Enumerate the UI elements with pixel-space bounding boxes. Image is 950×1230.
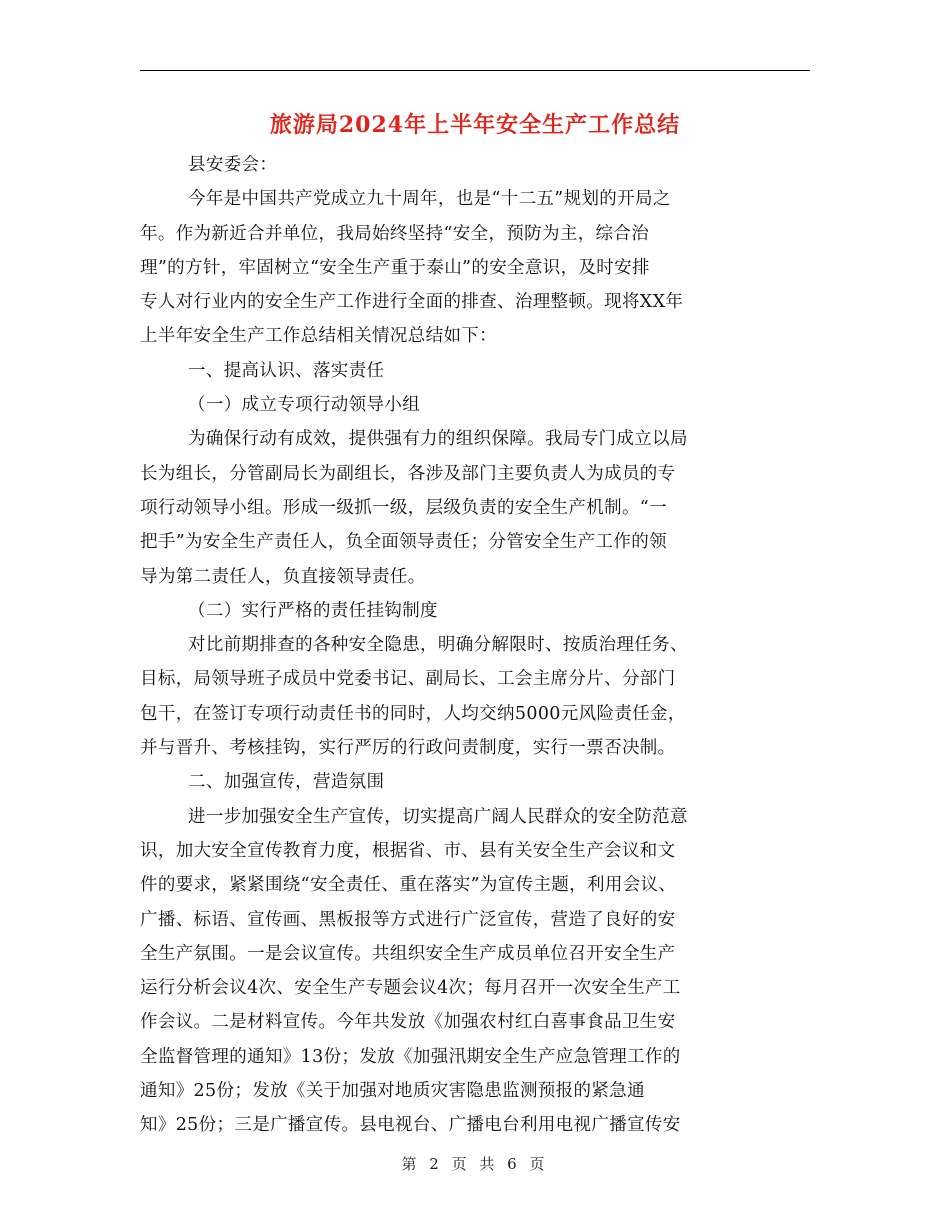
body-line: 并与晋升、考核挂钩，实行严厉的行政问责制度，实行一票否决制。 (140, 738, 676, 759)
body-line: 对比前期排查的各种安全隐患，明确分解限时、按质治理任务、 (188, 635, 688, 656)
body-line: 件的要求，紧紧围绕“安全责任、重在落实”为宣传主题，利用会议、 (140, 875, 677, 896)
body-line: 为确保行动有成效，提供强有力的组织保障。我局专门成立以局 (188, 429, 688, 450)
body-line: 通知》25份；发放《关于加强对地质灾害隐患监测预报的紧急通 (140, 1081, 645, 1102)
subsection-heading: （一）成立专项行动领导小组 (188, 395, 421, 416)
body-line: 目标，局领导班子成员中党委书记、副局长、工会主席分片、分部门 (140, 669, 676, 690)
body-line: 上半年安全生产工作总结相关情况总结如下： (140, 326, 497, 347)
body-line: 把手”为安全生产责任人，负全面领导责任；分管安全生产工作的领 (140, 532, 667, 553)
body-line: 年。作为新近合并单位，我局始终坚持“安全，预防为主，综合治 (140, 223, 650, 244)
body-line: 长为组长，分管副局长为副组长，各涉及部门主要负责人为成员的专 (140, 463, 676, 484)
page-number-footer: 第 2 页 共 6 页 (401, 1155, 549, 1173)
body-line: 全生产氛围。一是会议宣传。共组织安全生产成员单位召开安全生产 (140, 943, 676, 964)
salutation-line: 县安委会： (188, 155, 278, 175)
section-heading: 一、提高认识、落实责任 (188, 360, 385, 381)
body-line: 知》25份；三是广播宣传。县电视台、广播电台利用电视广播宣传安 (140, 1115, 681, 1136)
body-line: 作会议。二是材料宣传。今年共发放《加强农村红白喜事食品卫生安 (140, 1012, 676, 1033)
body-line: 全监督管理的通知》13份；发放《加强汛期安全生产应急管理工作的 (140, 1046, 681, 1067)
body-line: 广播、标语、宣传画、黑板报等方式进行广泛宣传，营造了良好的安 (140, 909, 676, 930)
body-line: 项行动领导小组。形成一级抓一级，层级负责的安全生产机制。“一 (140, 497, 667, 518)
body-line: 导为第二责任人，负直接领导责任。 (140, 566, 426, 587)
body-line: 识，加大安全宣传教育力度，根据省、市、县有关安全生产会议和文 (140, 840, 676, 861)
subsection-heading: （二）实行严格的责任挂钩制度 (188, 600, 438, 621)
body-line: 今年是中国共产党成立九十周年，也是“十二五”规划的开局之 (188, 189, 671, 210)
body-line: 专人对行业内的安全生产工作进行全面的排查、治理整顿。现将XX年 (140, 292, 684, 313)
body-line: 理”的方针，牢固树立“安全生产重于泰山”的安全意识，及时安排 (140, 257, 650, 278)
body-line: 进一步加强安全生产宣传，切实提高广阔人民群众的安全防范意 (188, 806, 688, 827)
body-line: 运行分析会议4次、安全生产专题会议4次；每月召开一次安全生产工 (140, 978, 681, 999)
document-title: 旅游局2024年上半年安全生产工作总结 (269, 112, 681, 138)
body-line: 包干，在签订专项行动责任书的同时，人均交纳5000元风险责任金， (140, 703, 686, 724)
document-body (140, 148, 810, 1143)
header-rule (140, 70, 810, 71)
section-heading: 二、加强宣传，营造氛围 (188, 772, 385, 793)
